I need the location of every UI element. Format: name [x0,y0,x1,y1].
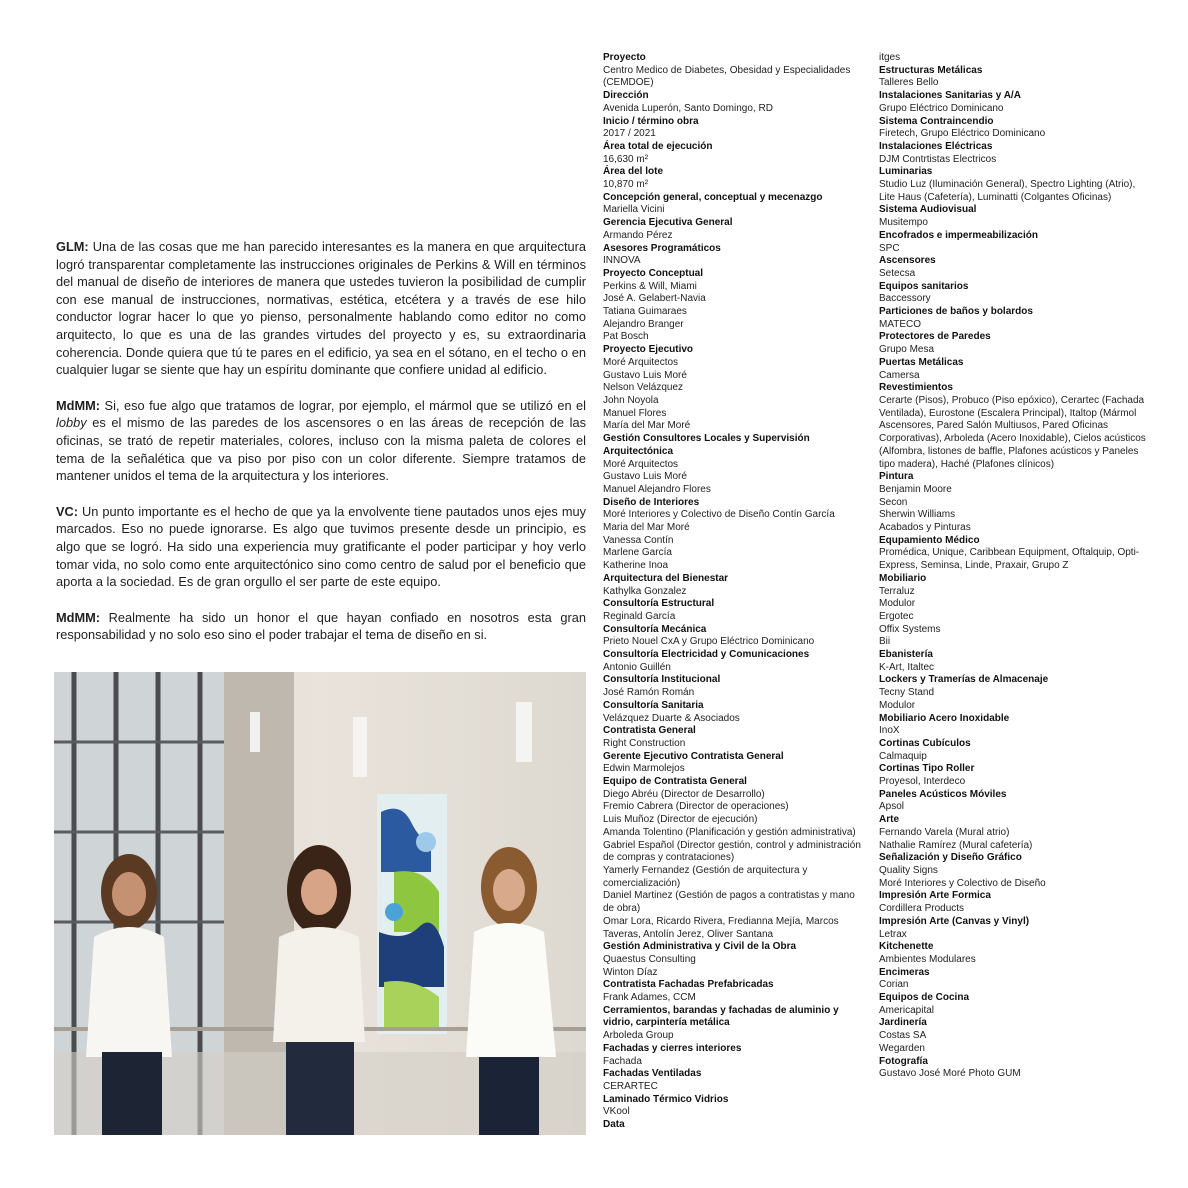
credit-value: Amanda Tolentino (Planificación y gestión administrativa) [603,826,856,838]
credit-value: María del Mar Moré [603,420,691,432]
credit-value: SPC [879,242,900,254]
credit-value: Offix Systems [879,623,941,635]
team-photo [54,672,586,1135]
credit-role: Consultoría Mecánica [603,623,707,635]
credit-role: Impresión Arte Formica [879,890,991,902]
credit-value: itges [879,52,901,63]
interview-text: Si, eso fue algo que tratamos de lograr, por ejemplo, el mármol que se utilizó en el [100,397,586,413]
credit-role: Lockers y Tramerías de Almacenaje [879,674,1049,686]
credit-value: K-Art, Italtec [879,661,935,673]
credit-value: Right Construction [603,737,686,749]
credit-value: Americapital [879,1004,935,1016]
credit-value: Secon [879,496,908,508]
interview-text: Un punto importante es el hecho de que ya la envolvente tiene pautados unos ejes muy marcados. Eso no puede ignorarse. Es algo que tuvimos presente desde un principio, es algo que se logró. Ha sido una experiencia muy gratificante el poder participar y hoy verlo tomar vida, no solo como ente arquitectónico sino como centro de salud por el beneficio que aporta a la sociedad. Es de gran orgullo el ser parte de este equipo. [56,503,586,590]
credit-value: Nelson Velázquez [603,382,684,394]
credit-value: Moré Arquitectos [603,458,679,470]
credit-value: Quaestus Consulting [603,953,696,965]
credit-role: Contratista Fachadas Prefabricadas [603,979,774,991]
credit-role: Jardinería [879,1017,927,1029]
credit-role: Asesores Programáticos [603,242,721,254]
credit-role: Instalaciones Eléctricas [879,140,993,152]
credit-value: Promédica, Unique, Caribbean Equipment, Oftalquip, Opti-Express, Seminsa, Linde, Praxair, Grupo Z [879,547,1140,572]
credit-value: José A. Gelabert-Navia [603,293,706,305]
credit-role: Equipo de Contratista General [603,776,747,788]
credit-value: Centro Medico de Diabetes, Obesidad y Especialidades (CEMDOE) [603,64,851,89]
credit-value: Quality Signs [879,865,938,876]
interview-text: es el mismo de las paredes de los ascensores o en las áreas de recepción de las oficinas, se trató de repetir materiales, colores, incluso con la misma paleta de colores el tema de la señalética que va piso por piso con un color diferente. Siempre tratamos de mantener unidos el tema de la arquitectura y los interiores. [56,415,586,484]
credit-role: Mobiliario Acero Inoxidable [879,712,1010,724]
credit-value: Fernando Varela (Mural atrio) [879,826,1010,838]
credit-value: Camersa [879,369,920,381]
credit-role: Arte [879,814,900,826]
credit-value: Apsol [879,801,905,813]
credit-value: Fremio Cabrera (Director de operaciones) [603,801,789,813]
credit-value: Modulor [879,699,916,711]
credit-value: Studio Luz (Iluminación General), Spectro Lighting (Atrio), Lite Haus (Cafetería), Luminatti (Colgantes Oficinas) [879,179,1136,203]
speaker-label: GLM: [56,239,89,254]
interview-paragraph [56,397,586,485]
credit-role: Encimeras [879,966,930,978]
credit-value: Kathylka Gonzalez [603,585,687,597]
credit-value: Cordillera Products [879,903,965,915]
credit-value: Perkins & Will, Miami [603,280,697,292]
credit-role: Área del lote [603,166,664,178]
credit-role: Dirección [603,90,649,102]
credit-value: Diego Abréu (Director de Desarrollo) [603,788,765,800]
credit-value: VKool [603,1106,630,1118]
credit-value: Gustavo Luis Moré [603,369,687,381]
credit-value: Grupo Eléctrico Dominicano [879,102,1004,114]
credit-value: 2017 / 2021 [603,128,656,140]
speaker-label: MdMM: [56,397,101,413]
credits-column-1 [603,52,865,1132]
credit-value: José Ramón Román [603,687,695,699]
credit-value: Manuel Alejandro Flores [603,483,711,495]
credit-value: Vanessa Contín [603,534,674,546]
interview-paragraph [56,609,586,644]
credit-role: Pintura [879,471,914,483]
credit-role: Concepción general, conceptual y mecenazgo [603,191,823,203]
credit-value: Moré Interiores y Colectivo de Diseño Contín García [603,509,835,521]
credit-value: Alejandro Branger [603,318,684,330]
credit-role: Impresión Arte (Canvas y Vinyl) [879,915,1030,927]
speaker-label: MdMM: [56,609,101,625]
credit-value: Omar Lora, Ricardo Rivera, Fredianna Mejía, Marcos Taveras, Antolín Jerez, Oliver Santana [603,915,839,940]
credit-value: Tatiana Guimaraes [603,306,687,318]
credit-role: Revestimientos [879,382,953,394]
credit-value: Mariella Vicini [603,204,665,216]
credit-value: Corian [879,979,909,991]
credit-role: Mobiliario [879,572,927,584]
credit-value: Pat Bosch [603,331,649,343]
credit-role: Señalización y Diseño Gráfico [879,852,1022,864]
interview-text: Una de las cosas que me han parecido interesantes es la manera en que arquitectura logró transparentar completamente las instrucciones originales de Perkins & Will en términos del manual de diseño de interiores de manera que ustedes tuvieron la posibilidad de cumplir con ese manual de instrucciones, normativas, estética, etcétera y a través de ese hilo conductor lograr hacer lo que yo pienso, personalmente hablando como editor no como arquitecto, lo que es una de las grandes virtudes del proyecto y es, su extraordinaria coherencia. Donde quiera que tú te pares en el edificio, ya sea en el sótano, en el techo o en cualquier lugar se siente que hay un espíritu dominante que confiere unidad al edificio. [56,239,586,378]
credit-role: Diseño de Interiores [603,496,700,508]
credit-value: Costas SA [879,1030,927,1042]
credit-value: Moré Arquitectos [603,356,679,368]
credit-value: Talleres Bello [879,77,939,89]
credit-role: Ascensores [879,255,936,267]
credit-role: Fotografía [879,1055,928,1067]
credit-value: Modulor [879,598,916,610]
credit-role: Ebanistería [879,649,933,661]
credit-role: Laminado Térmico Vidrios [603,1093,729,1105]
credit-role: Cortinas Cubículos [879,737,971,749]
credit-value: Terraluz [879,585,915,597]
credit-value: Ambientes Modulares [879,953,976,965]
credit-value: Gustavo José Moré Photo GUM [879,1068,1021,1080]
credit-value: Frank Adames, CCM [603,992,696,1004]
credit-value: Katherine Inoa [603,560,669,572]
credit-role: Gerente Ejecutivo Contratista General [603,750,784,762]
credit-value: 10,870 m² [603,179,649,191]
credit-role: Data [603,1119,625,1131]
credit-value: Daniel Martinez (Gestión de pagos a contratistas y mano de obra) [603,890,855,915]
credit-value: Tecny Stand [879,687,935,699]
interview-text: Realmente ha sido un honor el que hayan confiado en nosotros esta gran responsabilidad y no solo eso sino el poder trabajar el tema de diseño en si. [56,609,586,643]
credit-value: Bii [879,636,891,648]
credit-value: Setecsa [879,267,916,279]
credit-role: Arquitectura del Bienestar [603,572,729,584]
credit-role: Paneles Acústicos Móviles [879,788,1007,800]
credit-value: Sherwin Williams [879,509,956,521]
credit-value: Musitempo [879,217,928,229]
credit-value: Nathalie Ramírez (Mural cafetería) [879,839,1033,851]
credit-role: Equpamiento Médico [879,534,980,546]
credit-value: INNOVA [603,255,641,267]
credit-role: Sistema Audiovisual [879,204,977,216]
credit-value: Armando Pérez [603,229,673,241]
credit-role: Encofrados e impermeabilización [879,229,1038,241]
credit-value: Marlene García [603,547,672,559]
credit-value: Antonio Guillén [603,661,671,673]
credit-role: Cortinas Tipo Roller [879,763,975,775]
credit-role: Proyecto Ejecutivo [603,344,694,356]
credit-value: Cerarte (Pisos), Probuco (Piso epóxico), Cerartec (Fachada Ventilada), Eurostone (Escalera Principal), Italtop (Mármol Ascensores, Pared Salón Multiusos, Pared Oficinas Corporativas), Arboleda (Acero Inoxidable), Cielos acústicos (Alfombra, listones de baffle, Plafones acústicos y Paneles tipo madera), Haché (Plafones clínicos) [879,394,1146,470]
credit-role: Particiones de baños y bolardos [879,306,1033,318]
credit-value: John Noyola [603,394,659,406]
credit-value: Gustavo Luis Moré [603,471,687,483]
credit-value: Manuel Flores [603,407,667,419]
credit-role: Inicio / término obra [603,115,699,127]
credit-value: Yamerly Fernandez (Gestión de arquitectura y comercialización) [603,865,808,889]
interview-column [56,238,586,662]
credit-value: Wegarden [879,1042,925,1054]
photo-illustration [54,672,586,1135]
credit-value: MATECO [879,318,922,330]
credit-value: Baccessory [879,293,931,305]
credit-role: Estructuras Metálicas [879,64,983,76]
credit-value: Velázquez Duarte & Asociados [603,712,740,724]
credit-role: Equipos sanitarios [879,280,969,292]
credit-value: Letrax [879,928,907,940]
credit-value: Edwin Marmolejos [603,763,685,775]
credit-role: Fachadas y cierres interiores [603,1042,742,1054]
credit-value: Avenida Luperón, Santo Domingo, RD [603,102,773,114]
credits-column-2 [879,52,1149,1081]
credit-value: Firetech, Grupo Eléctrico Dominicano [879,128,1046,140]
credit-role: Equipos de Cocina [879,992,970,1004]
credit-value: Benjamin Moore [879,483,952,495]
speaker-label: VC: [56,503,79,519]
credit-value: Maria del Mar Moré [603,522,690,534]
credit-role: Fachadas Ventiladas [603,1068,702,1080]
credit-value: Gabriel Español (Director gestión, control y administración de compras y contrataciones) [603,839,861,864]
credit-value: CERARTEC [603,1080,658,1092]
interview-emphasis: lobby [56,415,87,431]
credit-role: Cerramientos, barandas y fachadas de aluminio y vidrio, carpintería metálica [603,1004,839,1029]
credit-value: InoX [879,725,900,737]
credit-value: Reginald García [603,610,676,622]
credit-value: Prieto Nouel CxA y Grupo Eléctrico Dominicano [603,636,815,648]
credit-role: Protectores de Paredes [879,331,991,343]
credit-value: Acabados y Pinturas [879,522,971,534]
credit-role: Gestión Consultores Locales y Supervisión Arquitectónica [603,433,810,457]
credit-role: Gerencia Ejecutiva General [603,217,733,229]
credit-role: Luminarias [879,166,933,178]
credit-role: Proyecto [603,52,646,63]
credit-role: Consultoría Electricidad y Comunicaciones [603,649,810,661]
credit-value: Moré Interiores y Colectivo de Diseño [879,877,1046,889]
credit-value: 16,630 m² [603,153,649,165]
credit-role: Kitchenette [879,941,934,953]
credit-value: Grupo Mesa [879,344,935,356]
credit-role: Gestión Administrativa y Civil de la Obra [603,941,797,953]
credit-role: Sistema Contraincendio [879,115,994,127]
credit-value: Proyesol, Interdeco [879,776,966,788]
credit-role: Consultoría Institucional [603,674,721,686]
credit-role: Consultoría Sanitaria [603,699,704,711]
credit-value: Luis Muñoz (Director de ejecución) [603,814,758,826]
credit-role: Instalaciones Sanitarias y A/A [879,90,1021,102]
credit-value: Calmaquip [879,750,927,762]
credit-value: Ergotec [879,610,914,622]
credit-role: Puertas Metálicas [879,356,964,368]
credit-value: Arboleda Group [603,1030,674,1042]
credit-role: Proyecto Conceptual [603,267,704,279]
credit-value: Winton Díaz [603,966,658,978]
credit-role: Consultoría Estructural [603,598,715,610]
credit-value: Fachada [603,1055,642,1067]
interview-paragraph [56,503,586,591]
credit-value: DJM Contrtistas Electricos [879,153,997,165]
interview-paragraph [56,238,586,379]
credit-role: Contratista General [603,725,696,737]
credit-role: Área total de ejecución [603,140,713,152]
